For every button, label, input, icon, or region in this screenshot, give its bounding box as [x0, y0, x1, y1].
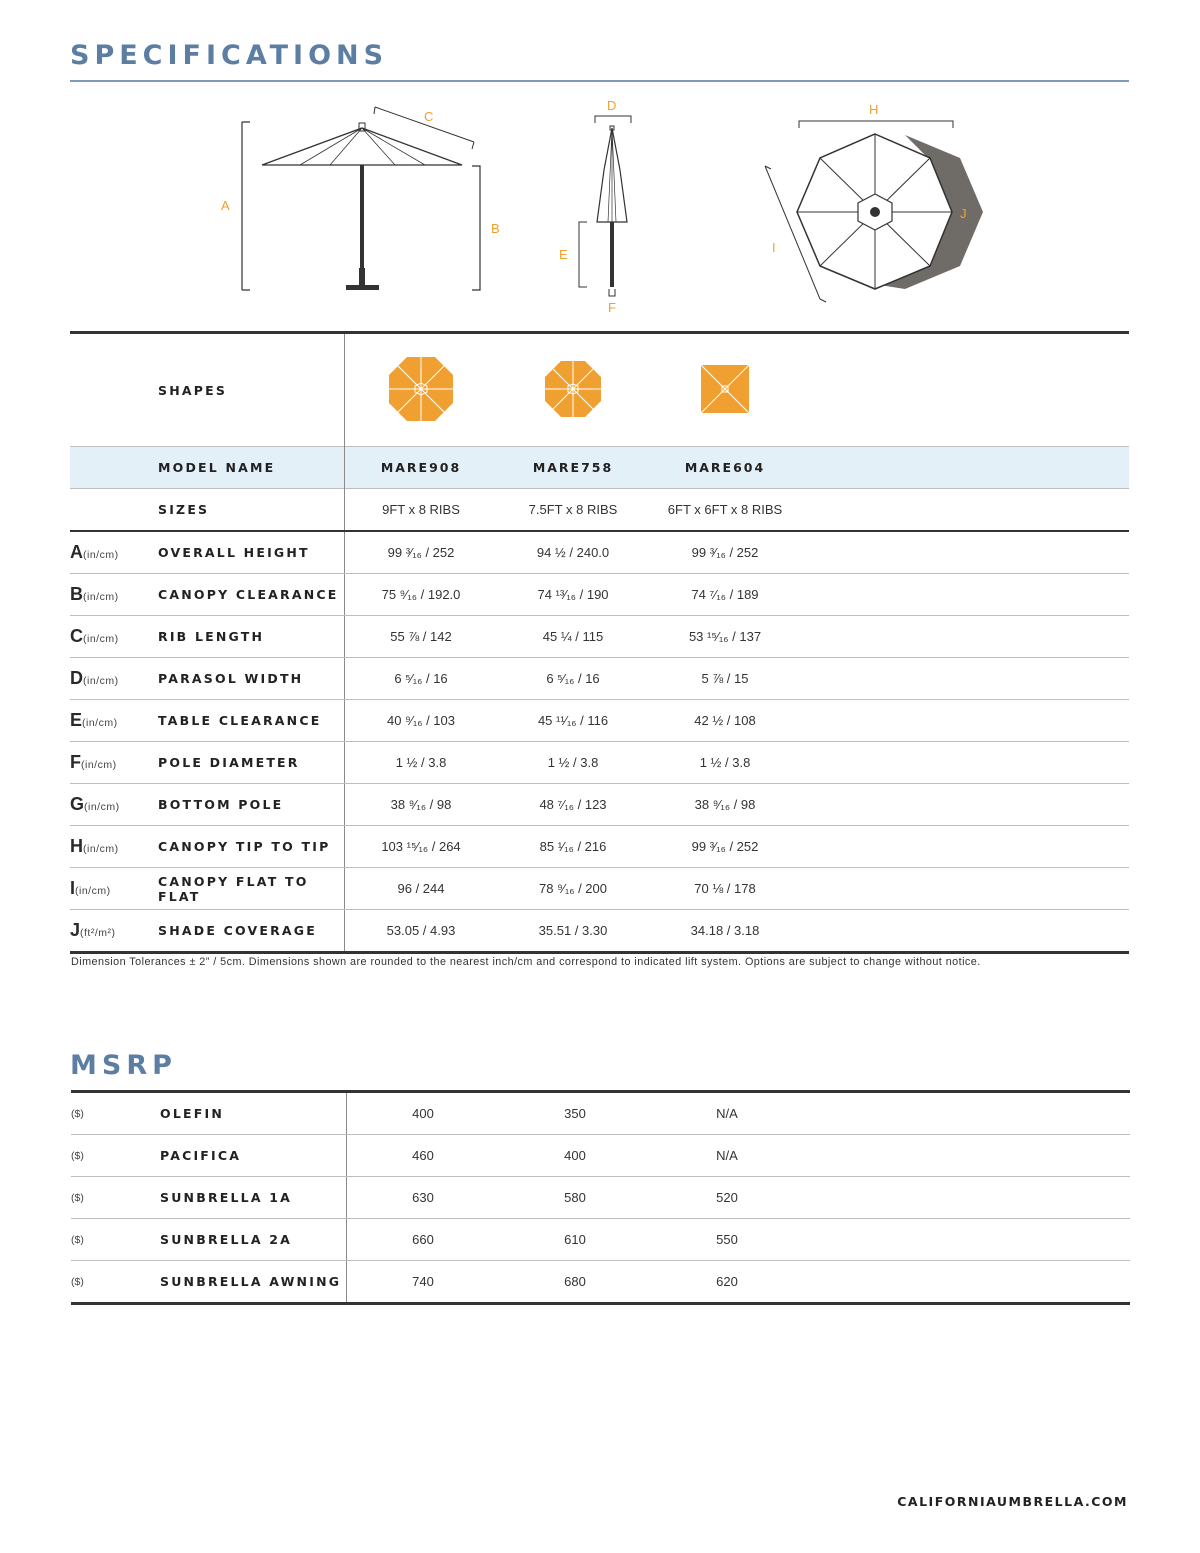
- dimension-letter: F: [70, 752, 81, 772]
- dimension-value: 42 ½ / 108: [649, 700, 801, 742]
- open-umbrella-diagram: [242, 107, 480, 290]
- dimension-value: 74 ¹³⁄₁₆ / 190: [497, 574, 649, 616]
- sizes-label: SIZES: [158, 489, 345, 532]
- dimension-label: RIB LENGTH: [158, 616, 345, 658]
- price-value: 580: [499, 1177, 651, 1219]
- dimension-value: 75 ⁹⁄₁₆ / 192.0: [345, 574, 498, 616]
- dimension-value: 34.18 / 3.18: [690, 923, 760, 938]
- dimension-label: PARASOL WIDTH: [158, 658, 345, 700]
- dimension-label: BOTTOM POLE: [158, 784, 345, 826]
- spec-row: [70, 826, 1129, 868]
- dimension-unit: (in/cm): [75, 885, 111, 897]
- dimension-value: 35.51 / 3.30: [538, 923, 608, 938]
- label-b: B: [491, 221, 500, 236]
- dimension-label: CANOPY CLEARANCE: [158, 574, 345, 616]
- spec-row: [70, 616, 1129, 658]
- dimension-value: 45 ¼ / 115: [497, 616, 649, 658]
- dimension-letter: C: [70, 626, 83, 646]
- dimension-value: 85 ¹⁄₁₆ / 216: [497, 826, 649, 868]
- dimension-value: 96 / 244: [345, 868, 498, 910]
- spec-row: [70, 700, 1129, 742]
- label-h: H: [869, 102, 879, 117]
- shapes-label: SHAPES: [158, 333, 345, 447]
- price-value: 550: [651, 1219, 803, 1261]
- dimension-unit: (in/cm): [81, 759, 117, 771]
- dimension-unit: (in/cm): [84, 801, 120, 813]
- dimension-letter: E: [70, 710, 83, 730]
- dimension-letter: A: [70, 542, 83, 562]
- spec-row: [70, 868, 1129, 910]
- dimension-code: [70, 868, 158, 910]
- model-name: MARE908: [345, 447, 498, 489]
- closed-umbrella-diagram: [579, 116, 631, 296]
- website-footer[interactable]: CALIFORNIAUMBRELLA.COM: [897, 1494, 1128, 1509]
- dimension-code: [70, 658, 158, 700]
- price-value: 350: [499, 1092, 651, 1135]
- model-name: MARE758: [497, 447, 649, 489]
- currency-unit: ($): [71, 1177, 160, 1219]
- dimension-value: 1 ½ / 3.8: [649, 742, 801, 784]
- dimension-code: [70, 531, 158, 574]
- currency-unit: ($): [71, 1275, 84, 1288]
- dimension-value: 74 ⁷⁄₁₆ / 189: [649, 574, 801, 616]
- fabric-label: SUNBRELLA 1A: [160, 1177, 347, 1219]
- dimension-unit: (in/cm): [83, 591, 119, 603]
- dimension-letter: D: [70, 668, 83, 688]
- msrp-table: [71, 1090, 1130, 1305]
- octagon-icon: [543, 359, 603, 419]
- dimension-value: 1 ½ / 3.8: [345, 742, 498, 784]
- title-divider: [70, 80, 1129, 82]
- dimension-code: [70, 616, 158, 658]
- dimension-label: SHADE COVERAGE: [158, 910, 345, 953]
- dimension-value: 5 ⅞ / 15: [649, 658, 801, 700]
- msrp-row: [71, 1219, 1130, 1261]
- dimension-label: CANOPY TIP TO TIP: [158, 826, 345, 868]
- dimension-label: OVERALL HEIGHT: [158, 531, 345, 574]
- dimension-value: 40 ⁹⁄₁₆ / 103: [345, 700, 498, 742]
- spec-row: [70, 531, 1129, 574]
- dimension-code: [70, 574, 158, 616]
- dimension-value: 103 ¹⁵⁄₁₆ / 264: [345, 826, 498, 868]
- dimension-unit: (in/cm): [83, 549, 119, 561]
- msrp-row: [71, 1135, 1130, 1177]
- price-value: 520: [651, 1177, 803, 1219]
- fabric-label: PACIFICA: [160, 1135, 347, 1177]
- dimension-value: 6 ⁵⁄₁₆ / 16: [345, 658, 498, 700]
- dimension-label: POLE DIAMETER: [158, 742, 345, 784]
- dimension-letter: I: [70, 878, 76, 898]
- dimension-value: 48 ⁷⁄₁₆ / 123: [497, 784, 649, 826]
- specifications-table: [70, 331, 1129, 954]
- dimension-code: [70, 742, 158, 784]
- price-value: 400: [499, 1135, 651, 1177]
- price-value: 680: [564, 1274, 586, 1289]
- currency-unit: ($): [71, 1092, 160, 1135]
- price-value: 630: [347, 1177, 500, 1219]
- price-value: 460: [347, 1135, 500, 1177]
- fabric-label: OLEFIN: [160, 1092, 347, 1135]
- dimension-label: CANOPY FLAT TO FLAT: [158, 868, 345, 910]
- dimension-code: [70, 910, 158, 953]
- dimension-value: 53.05 / 4.93: [386, 923, 456, 938]
- dimension-label: TABLE CLEARANCE: [158, 700, 345, 742]
- size-value: 6FT x 6FT x 8 RIBS: [649, 489, 801, 532]
- shape-mare604: [649, 333, 801, 447]
- sizes-row: [70, 489, 1129, 532]
- msrp-row: [71, 1261, 1130, 1304]
- label-j: J: [960, 206, 967, 221]
- specifications-title: SPECIFICATIONS: [70, 40, 389, 71]
- dimension-letter: B: [70, 584, 83, 604]
- spec-row: [70, 574, 1129, 616]
- dimension-value: 94 ½ / 240.0: [497, 531, 649, 574]
- spec-row: [70, 742, 1129, 784]
- top-view-umbrella-diagram: [765, 121, 983, 302]
- size-value: 9FT x 8 RIBS: [345, 489, 498, 532]
- label-d: D: [607, 98, 617, 113]
- dimension-value: 99 ³⁄₁₆ / 252: [649, 531, 801, 574]
- dimension-value: 38 ⁹⁄₁₆ / 98: [345, 784, 498, 826]
- fabric-label: SUNBRELLA 2A: [160, 1219, 347, 1261]
- price-value: 400: [347, 1092, 500, 1135]
- dimension-value: 99 ³⁄₁₆ / 252: [649, 826, 801, 868]
- shapes-row: [70, 333, 1129, 447]
- dimension-unit: (in/cm): [83, 675, 119, 687]
- size-value: 7.5FT x 8 RIBS: [497, 489, 649, 532]
- price-value: 620: [716, 1274, 738, 1289]
- octagon-icon: [387, 355, 455, 423]
- currency-unit: ($): [71, 1219, 160, 1261]
- currency-unit: ($): [71, 1135, 160, 1177]
- dimension-unit: (in/cm): [83, 843, 119, 855]
- msrp-row: [71, 1177, 1130, 1219]
- price-value: 740: [412, 1274, 434, 1289]
- price-value: N/A: [651, 1135, 803, 1177]
- dimension-value: 53 ¹⁵⁄₁₆ / 137: [649, 616, 801, 658]
- dimension-code: [70, 784, 158, 826]
- dimension-unit: (in/cm): [83, 633, 119, 645]
- shape-mare758: [497, 333, 649, 447]
- spec-row: [70, 910, 1129, 953]
- dimension-value: 55 ⅞ / 142: [345, 616, 498, 658]
- label-e: E: [559, 247, 568, 262]
- model-name: MARE604: [649, 447, 801, 489]
- dimension-value: 38 ⁹⁄₁₆ / 98: [649, 784, 801, 826]
- dimension-value: 1 ½ / 3.8: [497, 742, 649, 784]
- model-name-label: MODEL NAME: [158, 447, 345, 489]
- dimension-value: 45 ¹¹⁄₁₆ / 116: [497, 700, 649, 742]
- dimension-letter: H: [70, 836, 83, 856]
- price-value: N/A: [651, 1092, 803, 1135]
- fabric-label: SUNBRELLA AWNING: [160, 1261, 347, 1304]
- dimension-value: 99 ³⁄₁₆ / 252: [345, 531, 498, 574]
- msrp-row: [71, 1092, 1130, 1135]
- dimension-letter: J: [70, 920, 81, 940]
- square-icon: [699, 363, 751, 415]
- dimension-letter: G: [70, 794, 85, 814]
- label-a: A: [221, 198, 230, 213]
- dimension-code: [70, 826, 158, 868]
- dimension-value: 70 ⅛ / 178: [649, 868, 801, 910]
- shape-mare908: [345, 333, 498, 447]
- label-i: I: [772, 240, 776, 255]
- price-value: 660: [347, 1219, 500, 1261]
- price-value: 610: [499, 1219, 651, 1261]
- dimension-code: [70, 700, 158, 742]
- dimension-unit: (in/cm): [82, 717, 118, 729]
- dimension-value: 78 ⁹⁄₁₆ / 200: [497, 868, 649, 910]
- label-c: C: [424, 109, 434, 124]
- dimension-value: 6 ⁵⁄₁₆ / 16: [497, 658, 649, 700]
- dimension-unit: (ft²/m²): [80, 927, 116, 939]
- spec-row: [70, 784, 1129, 826]
- msrp-title: MSRP: [70, 1050, 177, 1081]
- spec-row: [70, 658, 1129, 700]
- model-name-row: [70, 447, 1129, 489]
- umbrella-dimension-diagrams: [0, 90, 1200, 325]
- tolerance-note: Dimension Tolerances ± 2” / 5cm. Dimensions shown are rounded to the nearest inch/cm and correspond to indicated lift system. Options are subject to change without notice.: [71, 956, 981, 968]
- label-f: F: [608, 300, 616, 315]
